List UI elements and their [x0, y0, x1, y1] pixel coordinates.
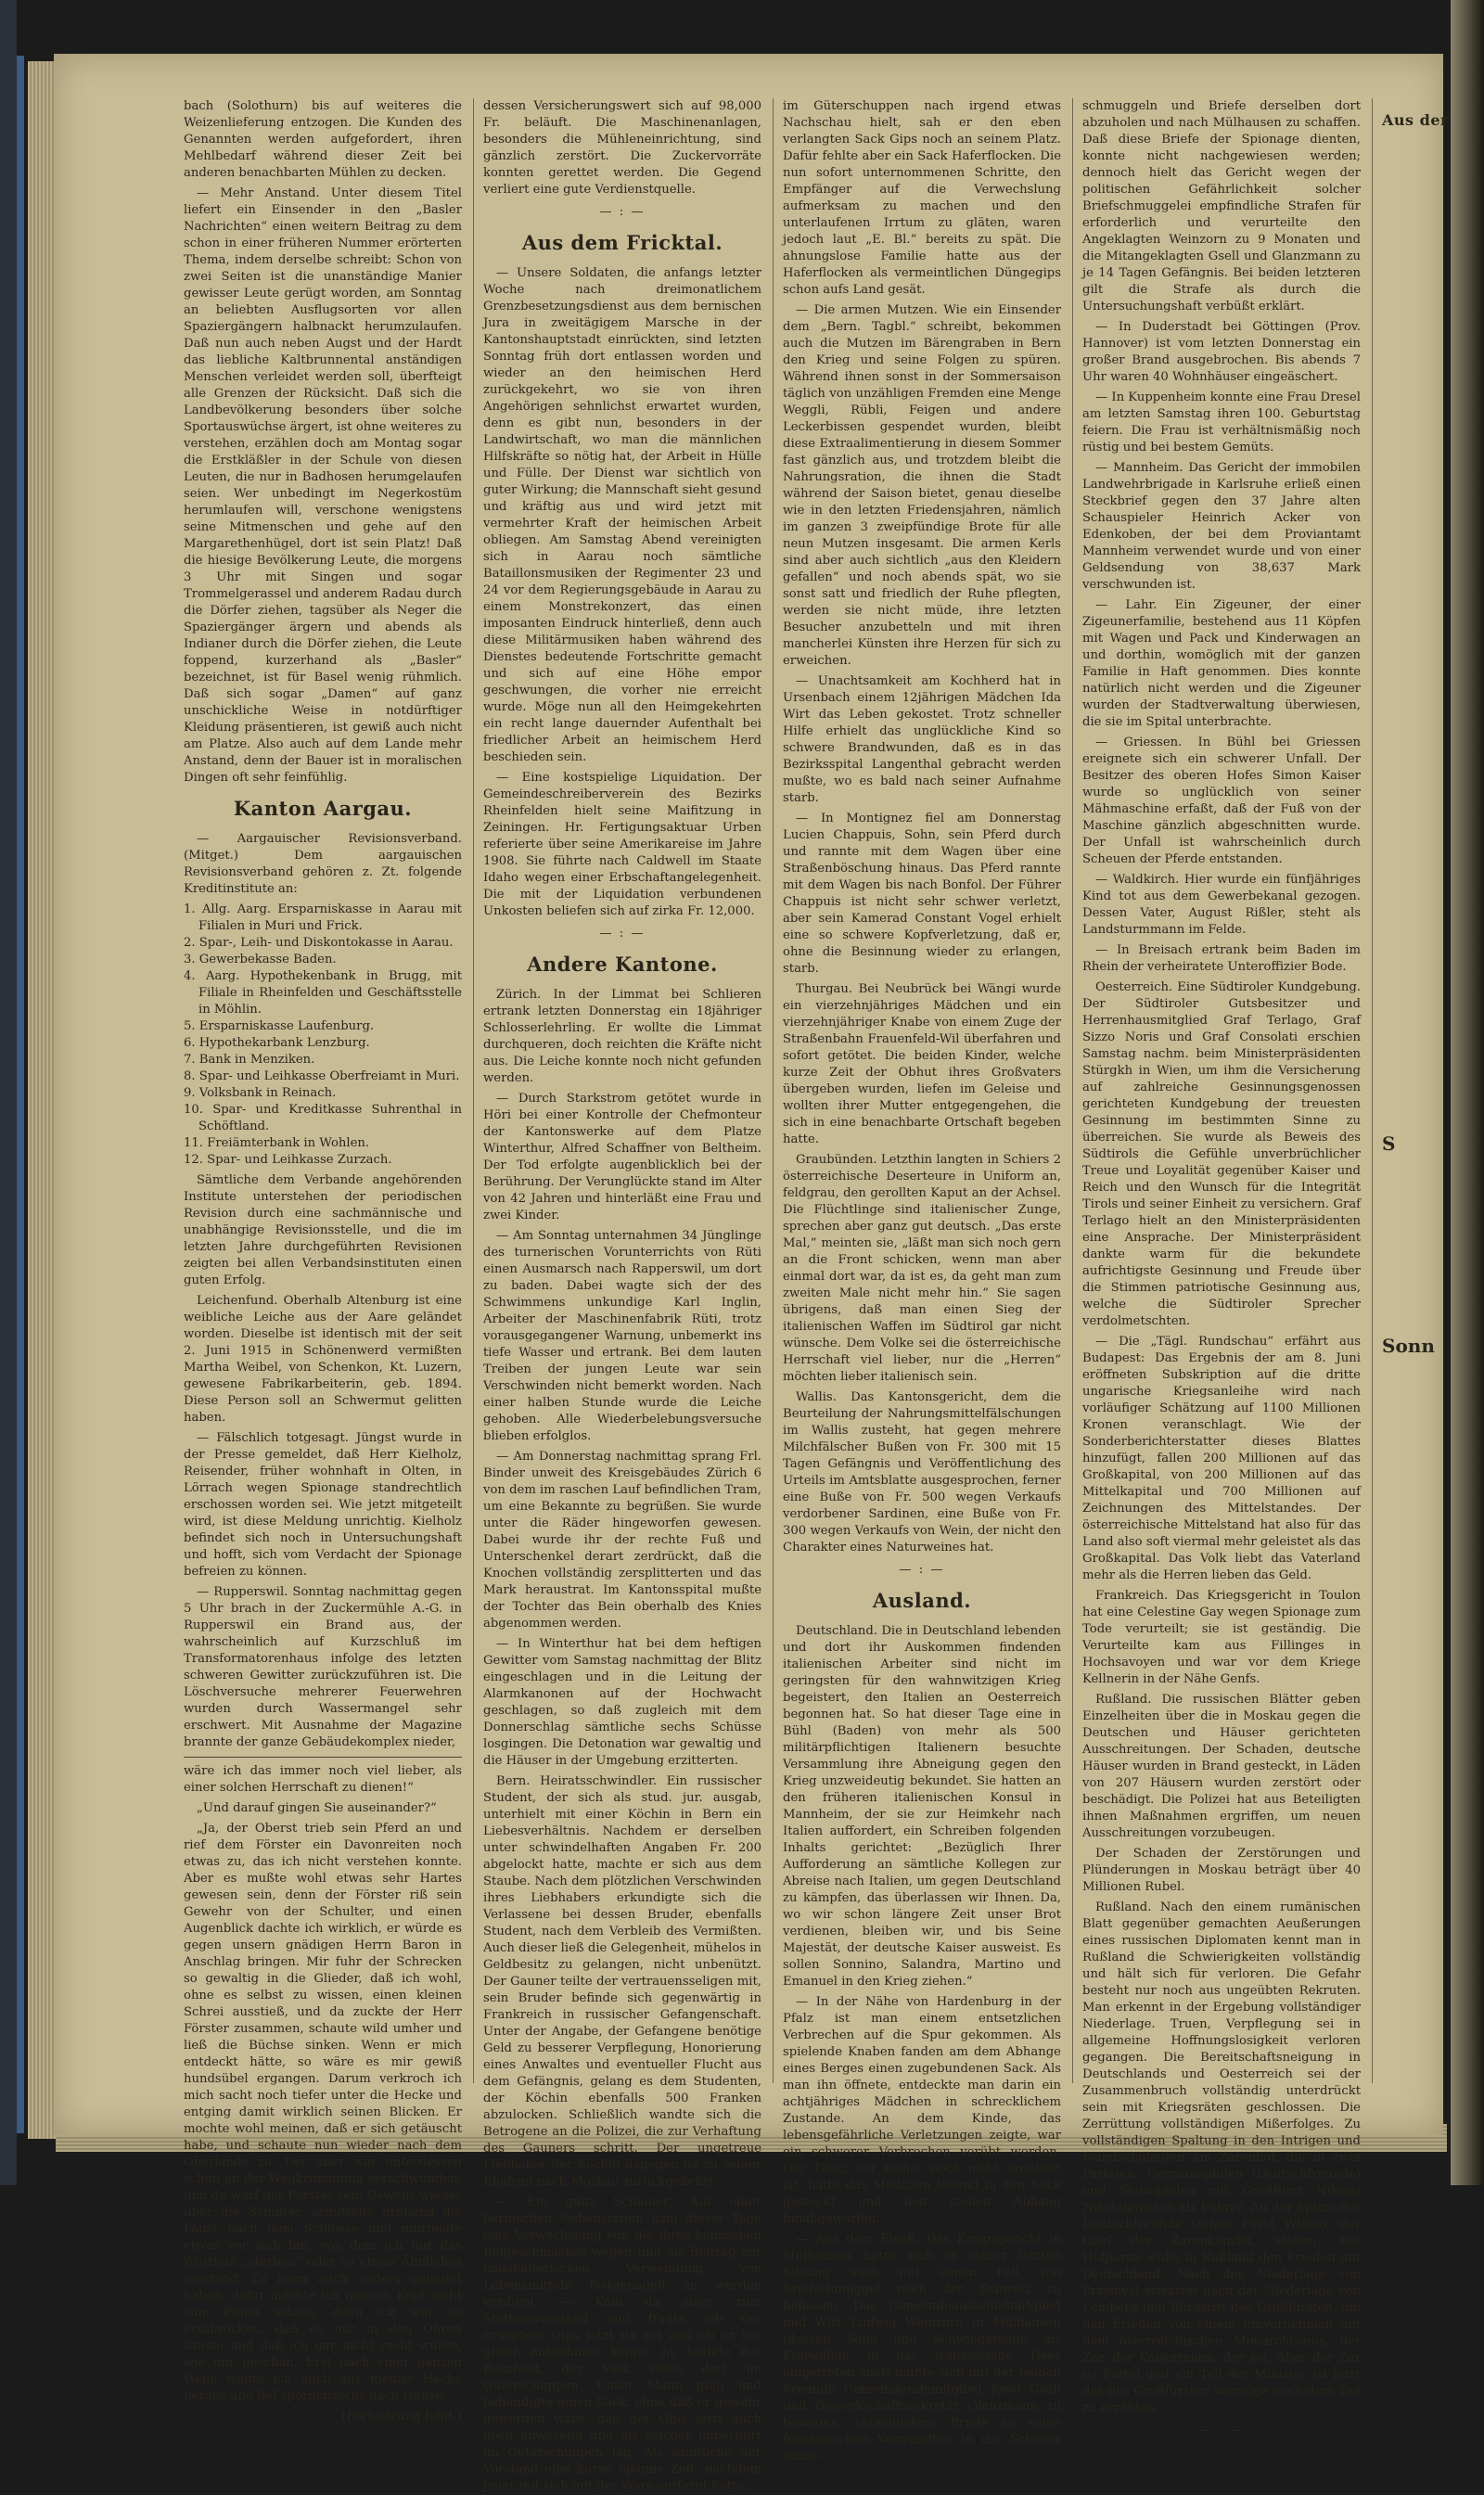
article-schlauer: — Ein ganz Schlauer. Auf einer bernischen Nebenstation kam dieser Tage eine Verwechslung vor, die ihres komischen Beigeschmackes wegen und als Beitrag zur haushälterischen Verwendung von Lebensmitteln festgenagelt zu werden verdient. — Kam da einer zum Stationsvorstand und fragte, ob der erwartete Gips jetzt da sei und ob er ihn gleich mitnehmen könne. Ja, lautete der Bescheid, der Sack stehe dort im Güterschuppen. Unser Mann ging und behändigte einen Sack, ohne daß er gewahr geworden wäre, daß der Gips jetzt auch noch anwesend und als solcher unberührt im Güterschuppen lag. Als sämtliche der Vorstand eine kurze Spanne Zeit, nachdem jener mit sich mit der Ware entfernt hatte.: [483, 2195, 761, 2493]
columns-container: [184, 98, 1449, 2493]
article-graubuenden: Graubünden. Letzthin langten in Schiers 2 österreichische Deserteure in Uniform an, feldgrau, den gerollten Kaput an der Achsel. Die Flüchtlinge sind italienischer Zunge, sprechen aber ganz gut deutsch. „Das erste Mal,“ meinten sie, „läßt man sich noch gern an die Front schicken, wenn man aber einmal dort war, da ist es, da geht man zum zweiten Male nicht mehr hin.“ Sie sagen übrigens, daß man einen Sieg der italienischen Waffen im Südtirol gar nicht wünsche. Dem Volke sei die österreichische Herrschaft viel lieber, nur die „Herren“ möchten lieber italienisch sein.: [783, 1153, 1061, 1384]
bank-list: [184, 902, 462, 1169]
article-duderstadt: — In Duderstadt bei Göttingen (Prov. Hannover) ist vom letzten Donnerstag ein großer Brand ausgebrochen. Bis abends 7 Uhr waren 40 Wohnhäuser eingeäschert.: [1082, 320, 1361, 384]
list-item: 7. Bank in Menziken.: [184, 1053, 315, 1067]
article-hardenburg: — In der Nähe von Hardenburg in der Pfalz ist man einem entsetzlichen Verbrechen auf die Spur gekommen. Als spielende Knaben fanden am dem Abhange eines Berges einen zugebundenen Sack. Als man ihn öffnete, entdeckte man darin ein achtjähriges Mädchen in schrecklichem Zustande. An dem Kinde, das lebensgefährliche Verletzungen zeigte, war ein schwerer Verbrechen verübt worden. Der Täter, der bisher noch nicht ermittelt ist, hatte das Mädchen lebend in den Sack gesteckt und den steilen Abhang hinabgeworfen.: [783, 1995, 1061, 2226]
article-oesterreich: Oesterreich. Eine Südtiroler Kundgebung. Der Südtiroler Gutsbesitzer und Herrenhausmitglied Graf Terlago, Graf Sizzo Noris und Graf Consolati erschien Samstag nachm. beim Ministerpräsidenten Stürgkh in Wien, um ihm die Versicherung auf zahlreiche Gesinnungsgenossen gerichteten Kundgebung der treuesten Gesinnung im bestimmten Sinne zu überreichen. Sie wurde als Beweis des Südtirols die Gefühle unverbrüchlicher Treue und Loyalität gegenüber Kaiser und Reich und den Wunsch für die Integrität Tirols und seiner Einheit zu versichern. Graf Terlago hielt an den Ministerpräsidenten eine Ansprache. Der Ministerpräsident dankte warm für die bekundete aufrichtigste Gesinnung und Freude über die Stimmen patriotische Gesinnung aus, welche die Südtiroler Sprecher verdolmetschten.: [1082, 980, 1361, 1328]
article-rupperswil: — Rupperswil. Sonntag nachmittag gegen 5 Uhr brach in der Zuckermühle A.-G. in Rupperswil ein Brand aus, der wahrscheinlich auf Kurzschluß im Transformatorenhaus infolge des letzten schweren Gewitter zurückzuführen ist. Die Löschversuche mehrerer Feuerwehren wurden durch Wassermangel sehr erschwert. Mit Ausnahme der Magazine brannte der ganze Gebäudekomplex nieder,: [184, 1585, 462, 1749]
article-text: Sämtliche dem Verbande angehörenden Institute unterstehen der periodischen Revision durch eine sachmännische und unabhängige Revisionsstelle, und die im letzten Jahre durchgeführten Revisionen zeigten bei allen Verbandsinstituten einen guten Erfolg.: [184, 1173, 462, 1287]
column-rule: [473, 98, 474, 2083]
column-3: [783, 98, 1061, 2463]
article-thurgau: Thurgau. Bei Neubrück bei Wängi wurde ein vierzehnjähriges Mädchen und ein vierzehnjähriger Knabe von einem Zuge der Straßenbahn Frauenfeld-Wil überfahren und sofort getötet. Die beiden Kinder, welche kurze Zeit der Obhut ihres Großvaters übergeben wurden, liefen im Geleise und wollten ihrer Mutter entgegengehen, die sich in eine benachbarte Ortschaft begeben hatte.: [783, 982, 1061, 1146]
separator: [483, 926, 761, 942]
article-winterthur: — In Winterthur hat bei dem heftigen Gewitter vom Samstag nachmittag der Blitz eingeschlagen und in die Leitung der Alarmkanonen auf der Hochwacht geschlagen, so daß zugleich mit dem Donnerschlag sämtliche sechs Schüsse losgingen. Die Detonation war gewaltig und die Häuser in der Umgebung erzitterten.: [483, 1637, 761, 1768]
article-liquidation: — Eine kostspielige Liquidation. Der Gemeindeschreiberverein des Bezirks Rheinfelden hielt seine Maifitzung in Zeiningen. Hr. Fertigungsaktuar Urben referierte über seine Amerikareise im Jahre 1908. Sie führte nach Caldwell im Staate Idaho wegen einer Erbschaftangelegenheit. Die mit der Liquidation verbundenen Unkosten beliefen sich auf zirka Fr. 12,000.: [483, 771, 761, 918]
article-rundschau: — Die „Tägl. Rundschau“ erfährt aus Budapest: Das Ergebnis der am 8. Juni eröffneten Subskription auf die dritte ungarische Kriegsanleihe wird nach vorläufiger Schätzung auf 1100 Millionen Kronen veranschlagt. Wie der Sonderberichterstatter dieses Blattes hinzufügt, fallen 200 Millionen auf das Großkapital, von 200 Millionen auf das Mittelkapital und 700 Millionen auf Zeichnungen des Mittelstandes. Der österreichische Mittelstand hat also für das Land also soft viermal mehr geleistet als das Großkapital. Das Volk liebt das Vaterland mehr als die Herren lieben das Geld.: [1082, 1335, 1361, 1582]
section-heading-fricktal: Aus dem Fricktal.: [521, 231, 723, 254]
article-russland-moskau: Rußland. Die russischen Blätter geben Einzelheiten über die in Moskau gegen die Deutschen und Häuser gerichteten Ausschreitungen. Der Schaden, deutsche Häuser wurden in Brand gesteckt, in Läden von 207 Häusern wurden zerstört oder beschädigt. Die Polizei hat aus Beteiligten ihnen Maßnahmen ergriffen, um neuen Ausschreitungen vorzubeugen.: [1082, 1693, 1361, 1840]
article-text: dessen Versicherungswert sich auf 98,000 Fr. beläuft. Die Maschinenanlagen, besonders die Mühleneinrichtung, sind gänzlich zerstört. Die Zuckervorräte konnten gerettet werden. Die Gegend verliert eine gute Verdienstquelle.: [483, 99, 761, 197]
book-spine: [0, 0, 17, 2185]
article-text: im Güterschuppen nach irgend etwas Nachschau hielt, sah er den eben verlangten Sack Gips noch an seinem Platz. Dafür fehlte aber ein Sack Haferflocken. Die nun sofort unternommenen Schritte, den Empfänger auf die Verwechslung aufmerksam zu machen und den unterlaufenen Irrtum zu gläten, waren jedoch laut „E. Bl.“ bereits zu spät. Die ahnungslose Familie hatte aus der Haferflocken als vermeintlichen Düngegips schon aufs Land gesät.: [783, 99, 1061, 297]
separator: [783, 1562, 1061, 1579]
article-frankreich: Frankreich. Das Kriegsgericht in Toulon hat eine Celestine Gay wegen Spionage zum Tode verurteilt; sie ist geständig. Die Verurteilte kam aus Fillinges in Hochsavoyen und war vor dem Kriege Kellnerin in der Nähe Genfs.: [1082, 1589, 1361, 1686]
feuilleton-text: „Und darauf gingen Sie auseinander?“: [197, 1801, 437, 1815]
page-stack-left: [28, 61, 56, 2139]
list-item: 9. Volksbank in Reinach.: [184, 1086, 337, 1100]
article-tram: — Am Donnerstag nachmittag sprang Frl. Binder unweit des Kreisgebäudes Zürich 6 von dem im raschen Lauf befindlichen Tram, um eine Bekannte zu begrüßen. Sie wurde unter die Räder hingeworfen gewesen. Dabei wurde ihr der rechte Fuß und Unterschenkel derart zerdrückt, daß die Knochen vollständig zersplitterten und das Mark heraustrat. Im Kantonsspital mußte der Tochter das Bein oberhalb des Knies abgenommen werden.: [483, 1450, 761, 1631]
list-item: 2. Spar-, Leih- und Diskontokasse in Aarau.: [184, 936, 454, 950]
partial-heading: Aus der: [1382, 111, 1449, 129]
list-item: 11. Freiämterbank in Wohlen.: [184, 1136, 370, 1150]
article-russland-diplomat: Rußland. Nach den einem rumänischen Blatt gegenüber gemachten Aeußerungen eines russischen Diplomaten kennt man in Rußland die Schwierigkeiten vollständig und hält sich für verloren. Die Gefahr besteht nur noch aus ungeübten Rekruten. Man erkennt in der Ergebung vollständiger Niederlage. Truen, Verpflegung sei in allgemeine Hoffnungslosigkeit verloren gegangen. Die Bereitschaftsneigung in Deutschlands und Oesterreich sei der Zusammenbruch vollständig unterdrückt sein mit Kriegsräten geschlossen. Die Zerrüttung vollständigen Mißerfolges. Zu vollständigen Spaltung in den Intrigen und Feindseligkeiten am Zarenhof, die in zwei Parteien: Germanophilen (Deutschfreunde) und Slawophilen mit Großfürst Nikolai Nikolajewitsch als Führer. An der Spitze der Deutschfreunde stehen Fürst Wtewo, der Chef der Zarenkanzlei, stehen. Die Hofpartei wolle in Rußland den Frieden mit Deutschland. Nach der Niederlage von Przemysl erwartet nach der Niederlage von Lemberg den Rücktritt des Großfürsten, um den Frieden von einem Einvernehmen mit dem österreichischen Monarchismus, der Zar, der Kaiserinnen, der sei. Aber der Zar ist Partei und ein Teil der Minister ist jetzt das des Großfürsten vermöge noch dem Tod zu erzählen.: [1082, 1900, 1361, 2415]
list-item: 8. Spar- und Leihkasse Oberfreiamt in Muri.: [184, 1069, 460, 1083]
article-soldaten: — Unsere Soldaten, die anfangs letzter Woche nach dreimonatlichem Grenzbesetzungsdienst aus dem bernischen Jura in zweitägigem Marsche in der Kantonshauptstadt einrückten, sind letzten Sonntag früh dort entlassen worden und wieder an den heimischen Herd zurückgekehrt, wo sie von ihren Angehörigen sehnlichst erwartet wurden, denn es gibt nun, besonders in der Landwirtschaft, wo man die männlichen Hilfskräfte so nötig hat, der Arbeit in Hülle und Fülle. Der Dienst war sichtlich von guter Wirkung; die Mannschaft sieht gesund und kräftig aus und wird jetzt mit vermehrter Kraft der heimischen Arbeit obliegen. Am Samstag Abend vereinigten sich in Aarau noch sämtliche Bataillonsmusiken der Regimenter 23 und 24 vor dem Regierungsgebäude in Aarau zu einem Monstrekonzert, das einen imposanten Eindruck hinterließ, denn auch diese Militärmusiken haben während des Dienstes bedeutende Fortschritte gemacht und sich auf eine Höhe empor geschwungen, die vorher nie erreicht wurde. Möge nun all den Heimgekehrten ein recht lange dauernder Aufenthalt bei friedlicher Arbeit an heimischem Herd beschieden sein.: [483, 266, 761, 764]
feuilleton-divider: [184, 1757, 462, 1758]
separator: [1082, 2423, 1361, 2439]
column-2: [483, 98, 761, 2493]
article-mehr-anstand: — Mehr Anstand. Unter diesem Titel liefert ein Einsender in den „Basler Nachrichten“ einen weitern Beitrag zu dem schon in einer früheren Nummer erörterten Thema, indem derselbe schreibt: Schon von zwei Seiten ist die unanständige Manier gewisser Leute gerügt worden, am Sonntag an beliebten Ausflugsorten vor allen Spaziergängern halbnackt herumzulaufen. Daß nun auch neben Augst und der Hardt das liebliche Kaltbrunnental anständigen Menschen verleidet werden soll, überfteigt alle Grenzen der Rücksicht. Daß sich die Landbevölkerung besonders über solche Sportauswüchse ärgert, ist ohne weiteres zu verstehen, erzählen doch am Montag sogar die Erstkläßler in der Schule von diesen Leuten, die nur in Badhosen herumgelaufen seien. Wer unbedingt im Negerkostüm herumlaufen will, verschone wenigstens seine Mitmenschen und gehe auf den Margarethenhügel, dort ist sein Platz! Daß die hiesige Bevölkerung Leute, die morgens 3 Uhr mit Singen und sogar Trommelgerassel und anderem Radau durch die Dörfer ziehen, tagsüber als Neger die Spaziergänger ärgern und abends als Indianer durch die Dörfer ziehen, die Leute foppend, kurzerhand als „Basler“ bezeichnet, ist für Basel wenig rühmlich. Daß sich sogar „Damen“ auf ganz unschickliche Weise in notdürftiger Kleidung präsentieren, ist gewiß auch nicht am Platze. Also auch auf dem Lande mehr Anstand, denn der Bauer ist in moralischen Dingen oft sehr feinfühlig.: [184, 186, 462, 785]
continuation-note: (Fortsetzung folgt.): [341, 2410, 462, 2424]
article-griessen: — Griessen. In Bühl bei Griessen ereignete sich ein schwerer Unfall. Der Besitzer des oberen Hofes Simon Kaiser wurde so unglücklich von seiner Mähmaschine erfaßt, daß der Fuß von der Maschine gänzlich abgeschnitten wurde. Der Unfall ist wahrscheinlich durch Scheuen der Pferde entstanden.: [1082, 736, 1361, 866]
article-kuppenheim: — In Kuppenheim konnte eine Frau Dresel am letzten Samstag ihren 100. Geburtstag feiern. Die Frau ist verhältnismäßig noch rüstig und bei bestem Gemüts.: [1082, 390, 1361, 454]
article-waldkirch: — Waldkirch. Hier wurde ein fünfjähriges Kind tot aus dem Gewerbekanal gezogen. Dessen Vater, August Rißler, steht als Landsturmmann im Felde.: [1082, 873, 1361, 937]
column-4: [1082, 98, 1361, 2415]
list-item: 12. Spar- und Leihkasse Zurzach.: [184, 1153, 392, 1167]
article-text: Der Schaden der Zerstörungen und Plünderungen in Moskau beträgt über 40 Millionen Rubel.: [1082, 1847, 1361, 1894]
article-revisionsverband: — Aargauischer Revisionsverband. (Mitget.) Dem aargauischen Revisionsverband gehören z. Zt. folgende Kreditinstitute an:: [184, 832, 462, 896]
list-item: 6. Hypothekarbank Lenzburg.: [184, 1036, 370, 1050]
article-totgesagt: — Fälschlich totgesagt. Jüngst wurde in der Presse gemeldet, daß Herr Kielholz, Reisender, früher wohnhaft in Olten, in Lörrach wegen Spionage standrechtlich erschossen worden sei. Wie jetzt mitgeteilt wird, ist diese Meldung unrichtig. Kielholz befindet sich noch in Untersuchungshaft und hofft, sich vom Verdacht der Spionage befreien zu können.: [184, 1431, 462, 1579]
article-mutzen: — Die armen Mutzen. Wie ein Einsender dem „Bern. Tagbl.“ schreibt, bekommen auch die Mutzen im Bärengraben in Bern den Krieg und seine Folgen zu spüren. Während ihnen sonst in der Sommersaison täglich von unzähligen Fremden eine Menge Weggli, Rübli, Feigen und andere Leckerbissen gespendet wurden, bleibt diese Extraalimentierung in diesem Sommer fast gänzlich aus, und trotzdem bleibt die Nahrungsration, die ihnen die Stadt während der Saison bietet, genau dieselbe wie in den letzten Friedensjahren, nämlich im ganzen 3 zweipfündige Brote für alle neun Mutzen insgesamt. Die armen Kerls sind aber auch sichtlich „aus den Kleidern gefallen“ und noch abends spät, wo sie sonst satt und friedlich der Ruhe pflegten, werden sie nicht müde, ihre letzten Besucher anzubetteln und mit ihren mancherlei Künsten ihre Herzen für sich zu erweichen.: [783, 303, 1061, 668]
article-breisach: — In Breisach ertrank beim Baden im Rhein der verheiratete Unteroffizier Bode.: [1082, 943, 1361, 974]
article-deutschland: Deutschland. Die in Deutschland lebenden und dort ihr Auskommen findenden italienischen Arbeiter sind nicht im geringsten für den wahnwitzigen Krieg begeistert, den Italien an Oesterreich begonnen hat. So hat dieser Tage eine in Bühl (Baden) von mehr als 500 militärpflichtigen Italienern besuchte Versammlung ihre Abneigung gegen den Krieg unzweideutig bekundet. Sie hatten an den früheren italienischen Konsul in Mannheim, der sie zur Heimkehr nach Italien auffordert, ein Schreiben folgenden Inhalts gerichtet: „Bezüglich Ihrer Aufforderung an sämtliche Kollegen zur Abreise nach Italien, um gegen Deutschland zu kämpfen, das überlassen wir Ihnen. Da, wo wir schon längere Zeit unser Brot verdienen, bleiben wir, und bis Seine Majestät, der deutsche Kaiser ausweist. Es sollen Sonnino, Salandra, Martino und Emanuel in den Krieg ziehen.“: [783, 1624, 1061, 1989]
section-heading-andere-kantone: Andere Kantone.: [527, 953, 718, 976]
book-spine-binding: [17, 56, 24, 2133]
section-heading-ausland: Ausland.: [872, 1589, 972, 1612]
partial-heading: S: [1382, 1132, 1396, 1155]
article-bern: Bern. Heiratsschwindler. Ein russischer Student, der sich als stud. jur. ausgab, unterhielt mit einer Köchin in Bern ein Liebesverhältnis. Nachdem er derselben unter schwindelhaften Angaben Fr. 200 abgelockt hatte, machte er sich aus dem Staube. Nach dem plötzlichen Verschwinden ihres Liebhabers erkundigte sich die Verlassene bei dessen Bruder, ebenfalls Student, nach dem Verbleib des Vermißten. Auch dieser ließ die Gelegenheit, mühelos in Geldbesitz zu gelangen, nicht unbenützt. Der Gauner teilte der vertrauensseligen mit, sein Bruder befinde sich gegenwärtig in Frankreich in russischer Gefangenschaft. Unter der Angabe, der Gefangene benötige Geld zu besserer Verpflegung, Honorierung eines Anwaltes und eventueller Flucht aus dem Gefängnis, gelang es dem Studenten, der Köchin ebenfalls 500 Franken abzulocken. Schließlich wandte sich die Betrogene an die Polizei, die zur Verhaftung des Gauners schritt. Der ungetreue Liebhaber der Köchin dagegen ist zu seiner Ehefrau nach Moskau zurückgekehrt.: [483, 1774, 761, 2189]
list-item: 10. Spar- und Kreditkasse Suhrenthal in Schöftland.: [184, 1103, 462, 1133]
article-ursenbach: — Unachtsamkeit am Kochherd hat in Ursenbach einem 12jährigen Mädchen Ida Wirt das Leben gekostet. Trotz schneller Hilfe erhielt das unglückliche Kind so schwere Brandwunden, daß es in das Bezirksspital Langenthal gebracht werden mußte, wo es bald nach seiner Aufnahme starb.: [783, 674, 1061, 805]
article-wallis: Wallis. Das Kantonsgericht, dem die Beurteilung der Nahrungsmittelfälschungen im Wallis zusteht, hat gegen mehrere Milchfälscher Bußen von Fr. 300 mit 15 Tagen Gefängnis und Veröffentlichung des Urteils im Amtsblatte ausgesprochen, ferner eine Buße von Fr. 500 wegen Verkaufs verdorbener Sardinen, eine Buße von Fr. 300 wegen Verkaufs von Wein, der nicht den Charakter eines Naturweines hat.: [783, 1390, 1061, 1555]
column-rule: [773, 98, 774, 2083]
article-starkstrom: — Durch Starkstrom getötet wurde in Höri bei einer Kontrolle der Chefmonteur der Kantonswerke auf dem Platze Winterthur, Alfred Schaffner von Beltheim. Der Tod erfolgte augenblicklich bei der Berührung. Der Verunglückte stand im Alter von 42 Jahren und hinterläßt eine Frau und zwei Kinder.: [483, 1092, 761, 1222]
article-montignez: — In Montignez fiel am Donnerstag Lucien Chappuis, Sohn, sein Pferd durch und rannte mit dem Wagen über eine Straßenböschung hinaus. Das Pferd rannte mit dem Wagen bis nach Bonfol. Der Führer Chappuis ist nicht sehr schwer verletzt, aber sein Kamerad Constant Vogel erhielt eine so schwere Kopfverletzung, daß er, ohne die Besinnung wieder zu erlangen, starb.: [783, 812, 1061, 976]
list-item: 3. Gewerbekasse Baden.: [184, 953, 337, 966]
list-item: 1. Allg. Aarg. Ersparniskasse in Aarau mit Filialen in Muri und Frick.: [184, 902, 462, 933]
column-1: [184, 98, 462, 2424]
section-heading-aargau: Kanton Aargau.: [233, 797, 413, 820]
article-text: bach (Solothurn) bis auf weiteres die Weizenlieferung entzogen. Die Kunden des Genannten werden aufgefordert, ihren Mehlbedarf während dieser Zeit bei anderen benachbarten Mühlen zu decken.: [184, 99, 462, 180]
article-text: schmuggeln und Briefe derselben dort abzuholen und nach Mülhausen zu schaffen. Daß diese Briefe der Spionage dienten, konnte nicht nachgewiesen werden; dennoch hielt das Gericht wegen der politischen Gefährlichkeit solcher Briefschmuggelei empfindliche Strafen für erforderlich und verurteilte den Angeklagten Weinzorn zu 9 Monaten und die Mitangeklagten Gsell und Glanzmann zu je 14 Tagen Gefängnis. Bei beiden letzteren gilt die Strafe als durch die Untersuchungshaft verbüßt erklärt.: [1082, 99, 1361, 313]
separator: [483, 204, 761, 221]
column-rule: [1372, 98, 1373, 2083]
article-leichenfund: Leichenfund. Oberhalb Altenburg ist eine weibliche Leiche aus der Aare geländet worden. Dieselbe ist identisch mit der seit 2. Juni 1915 in Schönenwerd vermißten Martha Weibel, von Schenkon, Kt. Luzern, gewesene Fabrikarbeiterin, geb. 1894. Diese Person soll an Schwermut gelitten haben.: [184, 1294, 462, 1425]
list-item: 5. Ersparniskasse Laufenburg.: [184, 1019, 375, 1033]
partial-heading: Sonn: [1382, 1335, 1435, 1357]
feuilleton-text: wäre ich das immer noch viel lieber, als einer solchen Herrschaft zu dienen!“: [184, 1764, 462, 1795]
article-zuerich: Zürich. In der Limmat bei Schlieren ertrank letzten Donnerstag ein 18jähriger Schlosserlehrling. Er wollte die Limmat durchqueren, doch reichten die Kräfte nicht aus. Die Leiche konnte noch nicht gefunden werden.: [483, 988, 761, 1085]
article-ruesti: — Am Sonntag unternahmen 34 Jünglinge des turnerischen Vorunterrichts von Rüti einen Ausmarsch nach Rapperswil, um dort zu baden. Dabei wagte sich der des Schwimmens unkundige Karl Inglin, Arbeiter der Maschinenfabrik Rüti, trotz vorausgegangener Warnung, unbemerkt ins tiefe Wasser und ertrank. Bei dem lauten Treiben der jungen Leute war sein Verschwinden nicht bemerkt worden. Nach einer halben Stunde wurde die Leiche gehoben. Alle Wiederbelebungsversuche blieben erfolglos.: [483, 1229, 761, 1443]
feuilleton-text: „Ja, der Oberst trieb sein Pferd an und rief dem Förster ein Davonreiten noch etwas zu, das ich nicht verstehen konnte. Aber es mußte wohl etwas sehr Hartes gewesen sein, denn der Förster riß sein Gewehr von der Schulter, und einen Augenblick dachte ich wirklich, er würde es gegen unsern gnädigen Herrn Baron in Anschlag bringen. Mir fuhr der Schrecken so gewaltig in die Glieder, daß ich wohl, ohne es selbst zu wissen, einen kleinen Schrei ausstieß, und da zuckte der Herr Förster zusammen, schaute wild umher und ließ die Büchse sinken. Wenn er mich entdeckt hätte, so wäre es mir gewiß hundsübel ergangen. Darum verkroch ich mich sacht noch tiefer unter die Hecke und entging damit wirklich seinen Blicken. Er mochte wohl meinen, daß er sich getäuscht habe, und schaute nun wieder nach dem Oberlande zu. Der aber war unterdessen schon an der Wegkrümmung verschwunden, und da warf der Förster sein Gewehr wieder über die Schulter, schüttelte drohend die Faust nach dem Schlosse und murmelte etwas vor sich hin, von dem ich nur das Wörtlein „sterben“ oder so etwas Ähnliches verstand. Es kann auch anders gelautet haben, dafür möchte ich meinen Kopf nicht zum Pfand setzen, denn ich war so erschrocken, daß es mir in den Ohren sauste und daß ich gar nicht recht wußte, wie mir geschah. Erst nach einer ganzen Weile wagte ich mich aus meiner Hecke heraus und lief spornstreichs nach Hause.“: [184, 1822, 462, 2403]
article-mannheim: — Mannheim. Das Gericht der immobilen Landwehrbrigade in Karlsruhe erließ einen Steckbrief gegen den 37 Jahre alten Schauspieler Heinrich Acker von Edenkoben, der bei dem Proviantamt Mannheim verwendet wurde und von einer Geldsendung von 38,637 Mark verschwunden ist.: [1082, 461, 1361, 592]
column-5-partial: [1382, 98, 1456, 2092]
column-rule: [1072, 98, 1073, 2083]
article-lahr: — Lahr. Ein Zigeuner, der einer Zigeunerfamilie, bestehend aus 11 Köpfen mit Wagen und Pack und Kinderwagen an und dorthin, womöglich mit der ganzen Familie in Haft genommen. Dies konnte natürlich nicht werden und die Zigeuner wurden der Stadtverwaltung überwiesen, die sie im Spital unterbrachte.: [1082, 598, 1361, 729]
list-item: 4. Aarg. Hypothekenbank in Brugg, mit Filiale in Rheinfelden und Geschäftsstelle in Möhlin.: [184, 969, 462, 1017]
newspaper-page: [54, 54, 1449, 2493]
article-elsass: — Aus dem Elsaß. Das Kriegsgericht in Mülhausen hatte sich in seiner letzten Sitzung auch mit einem Fall von Briefschmuggel nach der Schweiz zu befassen. Das Gemeindeausschußmitglied und Wirt Ludwig Weinzorn in Mülhausen (dessen Sohn und Schwiegersohn als Freiwillige in das französische Heer eingetreten sind) mußte sich mit der beiden Freunde Gemeinderatsmitglied Josef Gsell und Gewerkschaftssekretär Glanzmann zu bewegen, verschiedene Briefe an seine französischen Verwandten in die Schweiz einzu-: [783, 2233, 1061, 2463]
